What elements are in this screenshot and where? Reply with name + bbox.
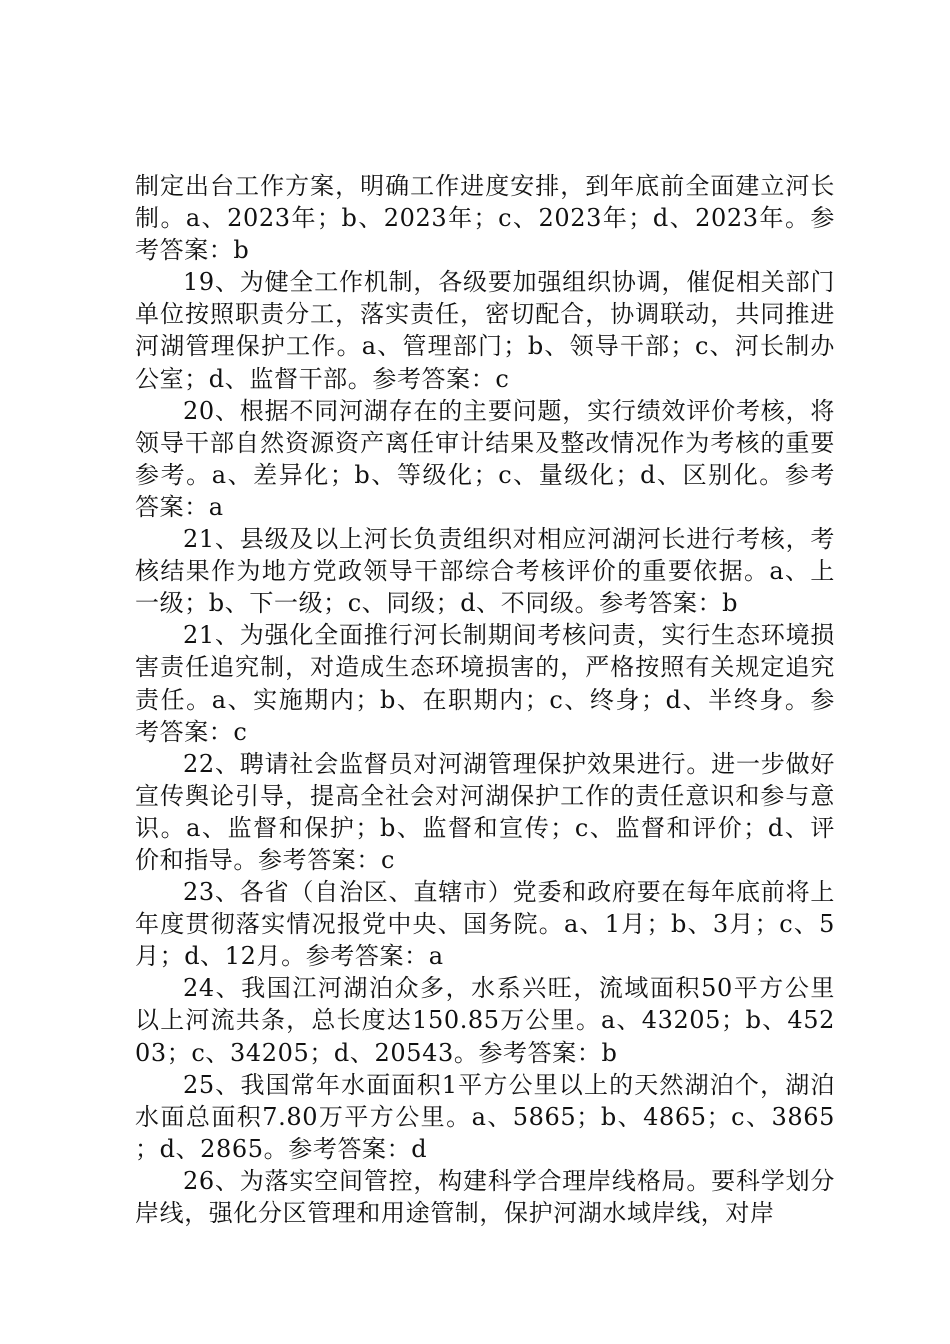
question-25: 25、我国常年水面面积1平方公里以上的天然湖泊个，湖泊水面总面积7.80万平方公里。a、5865；b、4865；c、3865；d、2865。参考答案：d [135, 1070, 835, 1163]
document-page [135, 170, 835, 1229]
question-24: 24、我国江河湖泊众多，水系兴旺，流域面积50平方公里以上河流共条，总长度达150.85万公里。a、43205；b、45203；c、34205；d、20543。参考答案：b [135, 974, 835, 1067]
question-21b: 21、为强化全面推行河长制期间考核问责，实行生态环境损害责任追究制，对造成生态环境损害的，严格按照有关规定追究责任。a、实施期内；b、在职期内；c、终身；d、半终身。参考答案：c [135, 621, 835, 746]
question-26: 26、为落实空间管控，构建科学合理岸线格局。要科学划分岸线，强化分区管理和用途管制，保护河湖水域岸线，对岸 [135, 1166, 835, 1227]
question-19: 19、为健全工作机制，各级要加强组织协调，催促相关部门单位按照职责分工，落实责任，密切配合，协调联动，共同推进河湖管理保护工作。a、管理部门；b、领导干部；c、河长制办公室；d、监督干部。参考答案：c [135, 268, 835, 393]
paragraph-continuation: 制定出台工作方案，明确工作进度安排，到年底前全面建立河长制。a、2023年；b、2023年；c、2023年；d、2023年。参考答案：b [135, 172, 835, 265]
question-21a: 21、县级及以上河长负责组织对相应河湖河长进行考核，考核结果作为地方党政领导干部综合考核评价的重要依据。a、上一级；b、下一级；c、同级；d、不同级。参考答案：b [135, 525, 835, 618]
question-20: 20、根据不同河湖存在的主要问题，实行绩效评价考核，将领导干部自然资源资产离任审计结果及整改情况作为考核的重要参考。a、差异化；b、等级化；c、量级化；d、区别化。参考答案：a [135, 396, 835, 521]
question-22: 22、聘请社会监督员对河湖管理保护效果进行。进一步做好宣传舆论引导，提高全社会对河湖保护工作的责任意识和参与意识。a、监督和保护；b、监督和宣传；c、监督和评价；d、评价和指导。参考答案：c [135, 749, 835, 874]
question-23: 23、各省（自治区、直辖市）党委和政府要在每年底前将上年度贯彻落实情况报党中央、国务院。a、1月；b、3月；c、5月；d、12月。参考答案：a [135, 878, 835, 971]
